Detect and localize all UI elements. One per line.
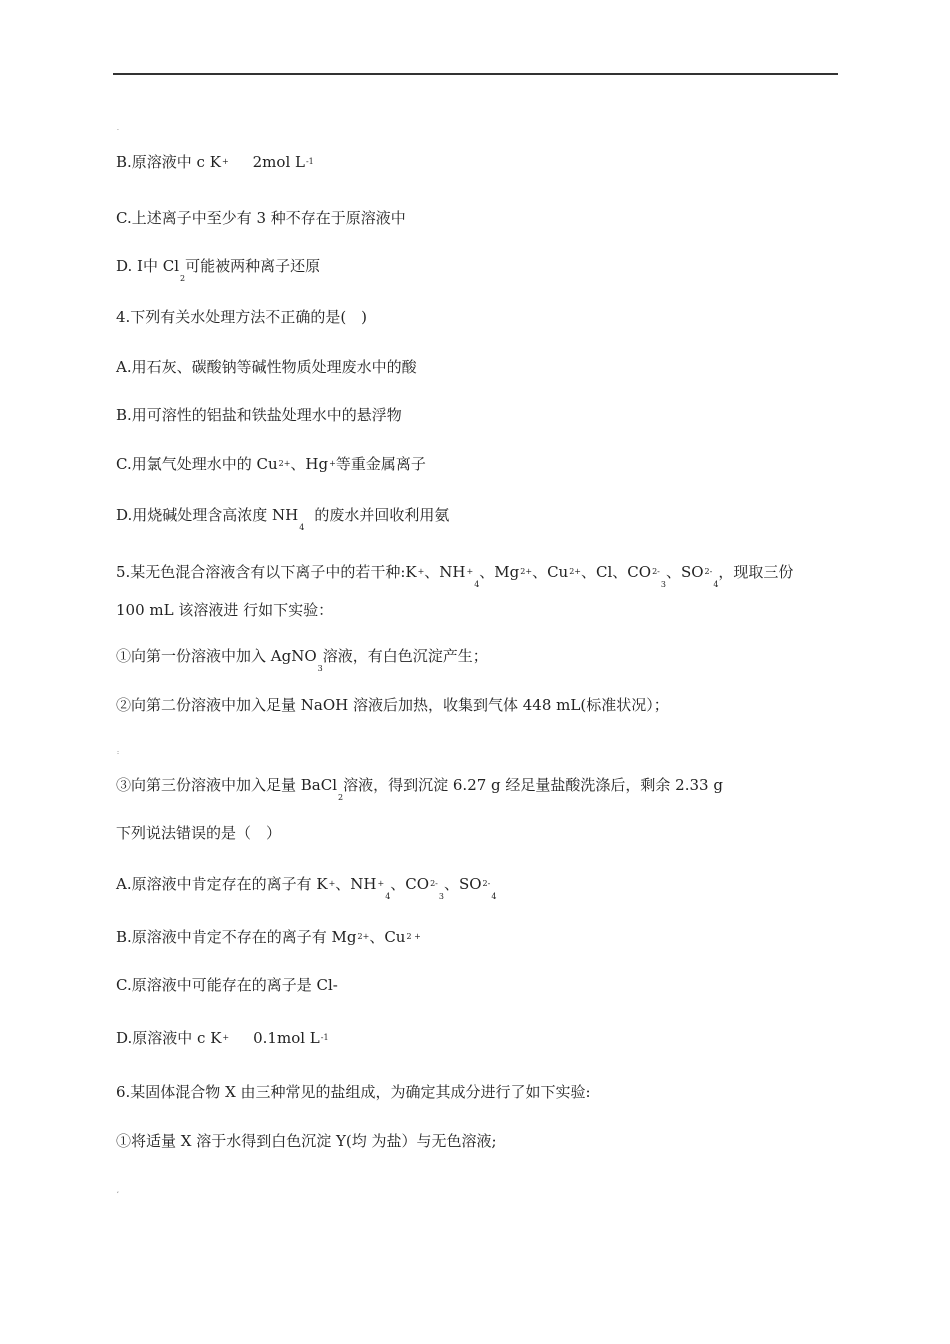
page-mark: . [117,125,119,132]
q5-option-a: A.原溶液中肯定存在的离子有 K+、$NH^+_4$、$CO^{2-}_3$、$SO^{2-}_4$ [116,875,497,901]
header-rule [113,73,838,75]
q5-stem-cont: 100 mL 该溶液进 行如下实验： [116,601,334,619]
q4-option-a: A.用石灰、碳酸钠等碱性物质处理废水中的酸 [116,358,417,376]
q5-experiment-1: ①向第一份溶液中加入 AgNO$_3$溶液，有白色沉淀产生； [116,647,488,673]
q6-experiment-1: ①将适量 X 溶于水得到白色沉淀 Y(均 为盐）与无色溶液; [116,1132,497,1150]
q3-option-d: D. Ⅰ中 $Cl_2$可能被两种离子还原 [116,257,321,283]
q5-ask: 下列说法错误的是（ ） [116,824,282,842]
page-mark: , [117,1187,119,1194]
q5-experiment-3: ③向第三份溶液中加入足量 BaCl$_2$溶液，得到沉淀 6.27 g 经足量盐酸洗涤后，剩余 2.33 g [116,776,723,802]
page-mark: : [117,749,120,756]
q3-option-c: C.上述离子中至少有 3 种不存在于原溶液中 [116,209,406,227]
q5-option-b: B.原溶液中肯定不存在的离子有 $Mg^{2+}$、$Cu^{2 +}$ [116,928,421,946]
q3-option-b: B.原溶液中 c K+ 2mol $L^{-1}$ [116,153,314,171]
q5-option-d: D.原溶液中 c K+ 0.1mol $L^{-1}$ [116,1029,329,1047]
q5-experiment-2: ②向第二份溶液中加入足量 NaOH 溶液后加热，收集到气体 448 mL(标准状况）； [116,696,669,714]
q6-stem: 6.某固体混合物 X 由三种常见的盐组成，为确定其成分进行了如下实验: [116,1083,591,1101]
q5-option-c: C.原溶液中可能存在的离子是 Cl- [116,976,338,994]
q4-option-b: B.用可溶性的铝盐和铁盐处理水中的悬浮物 [116,406,402,424]
q4-stem: 4.下列有关水处理方法不正确的是( ) [116,308,368,326]
q4-option-c: C.用氯气处理水中的 $Cu^{2+}$、Hg+等重金属离子 [116,455,426,473]
q4-option-d: D.用烧碱处理含高浓度 $NH_4$的废水并回收利用氨 [116,506,450,532]
q5-stem: 5.某无色混合溶液含有以下离子中的若干种:K+、$NH^+_4$、$Mg^{2+}$、$Cu^{2+}$、Cl、$CO^{2-}_3$、$SO^{2-}_4$，现取三份 [116,563,794,589]
